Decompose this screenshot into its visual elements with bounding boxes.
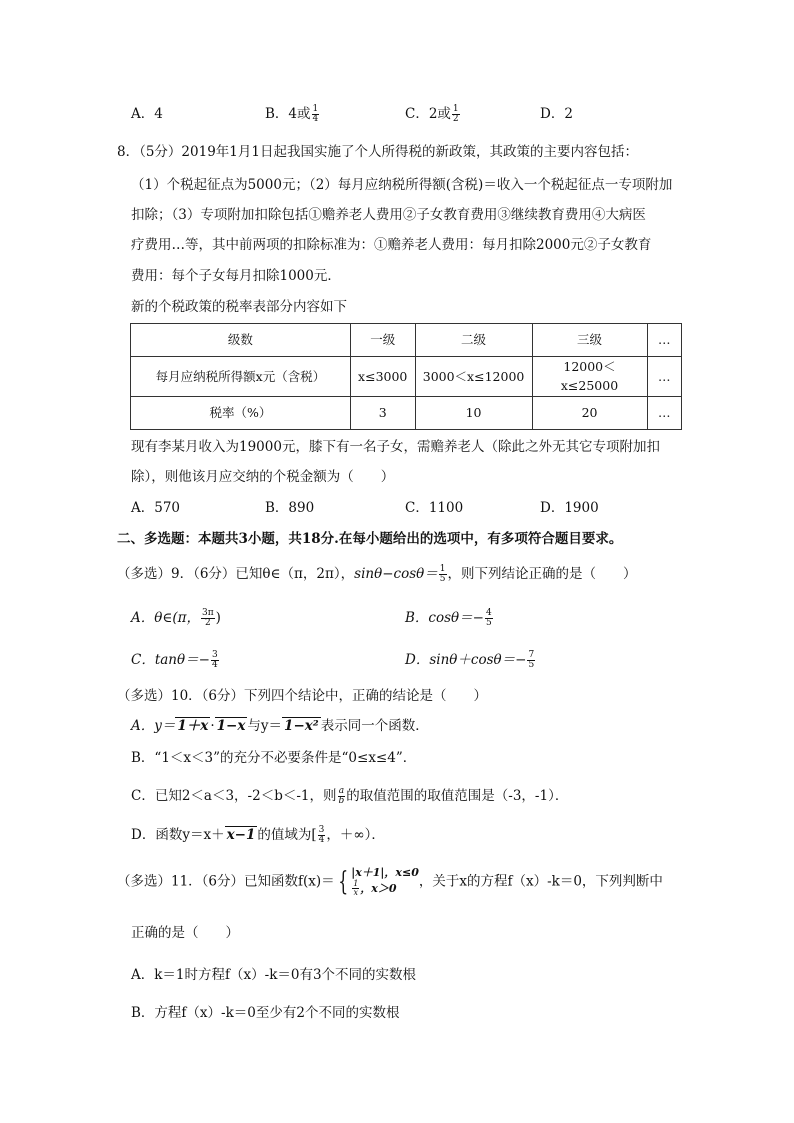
q10-stem: （多选）10．（6分）下列四个结论中，正确的结论是（ ） [117,688,488,704]
q11-option-a: A．k＝1时方程f（x）-k＝0有3个不同的实数根 [131,967,417,983]
q10-option-a: A．y＝ 1＋x · 1−x 与y＝ 1−x² 表示同一个函数． [131,718,429,734]
q8-stem: 8．（5分）2019年1月1日起我国实施了个人所得税的新政策，其政策的主要内容包括： [117,144,638,160]
q9-option-c: C．tanθ＝− $\frac{3}{4}$ [131,649,218,670]
table-cell: 三级 [532,324,647,357]
q8-body-line: 疗费用…等，其中前两项的扣除标准为：①赡养老人费用：每月扣除2000元②子女教育 [131,237,652,253]
table-cell: 3 [350,396,415,429]
q11-option-b: B．方程f（x）-k＝0至少有2个不同的实数根 [131,1005,400,1021]
fraction: $\frac{7}{5}$ [528,649,535,670]
q10-option-c: C．已知2＜a＜3，-2＜b＜-1，则 $\frac{a}{b}$ 的取值范围的取值范围是（-3，-1）． [131,785,569,806]
q9-stem: （多选）9．（6分）已知θ∈（π，2π），sinθ−cosθ＝ $\frac{1}{5}$ ，则下列结论正确的是（ ） [117,563,637,584]
q9-option-d: D．sinθ＋cosθ＝− $\frac{7}{5}$ [405,649,535,670]
q8-body-line: （1）个税起征点为5000元；（2）每月应纳税所得额(含税)＝收入一个税起征点一专项附加 [131,177,673,193]
table-row [131,324,682,357]
q10-option-d: D．函数y＝x＋ x−1 的值域为[ $\frac{3}{4}$ ，＋∞）． [131,824,385,845]
q8-body-line: 费用：每个子女每月扣除1000元． [131,268,341,284]
table-cell: 税率（%） [131,396,351,429]
fraction: $\frac{3\pi}{2}$ [202,607,214,628]
table-row [131,396,682,429]
section-title: 二、多选题：本题共3小题，共18分.在每小题给出的选项中，有多项符合题目要求。 [117,531,623,547]
q10-option-b: B．“1＜x＜3”的充分不必要条件是“0≤x≤4”． [131,750,417,766]
q11-stem-line2: 正确的是（ ） [131,925,239,941]
fraction: $\frac{1}{2}$ [452,103,459,124]
table-cell: 20 [532,396,647,429]
tax-rate-table [130,323,682,430]
table-cell: 12000＜x≤25000 [532,357,647,397]
table-cell: 二级 [415,324,532,357]
fraction: $\frac{1}{5}$ [439,563,446,584]
q7-option-c: C．2或 $\frac{1}{2}$ [405,103,459,124]
q11-stem: （多选）11．（6分）已知函数f(x)＝ { |x＋1|，x≤0 $\frac{1}{x}$ ，x＞0 ，关于x的方程f（x）-k＝0，下列判断中 [117,866,663,898]
q8-option-a: A．570 [131,500,181,516]
q8-after-line: 除），则他该月应交纳的个税金额为（ ） [131,469,395,485]
table-cell: … [647,324,681,357]
q8-body-line: 扣除；（3）专项附加扣除包括①赡养老人费用②子女教育费用③继续教育费用④大病医 [131,207,646,223]
table-cell: 每月应纳税所得额x元（含税） [131,357,351,397]
q8-option-b: B．890 [265,500,315,516]
q8-table-intro: 新的个税政策的税率表部分内容如下 [131,299,347,315]
table-cell: 一级 [350,324,415,357]
table-cell: 级数 [131,324,351,357]
q9-option-a: A．θ∈(π， $\frac{3\pi}{2}$ ) [131,607,221,628]
table-row [131,357,682,397]
fraction: $\frac{1}{x}$ [353,878,359,898]
q7-option-b: B．4或 $\frac{1}{4}$ [265,103,319,124]
q7-option-d: D．2 [540,106,573,122]
fraction: $\frac{a}{b}$ [338,785,345,806]
table-cell: x≤3000 [350,357,415,397]
q9-option-b: B．cosθ＝− $\frac{4}{5}$ [405,607,492,628]
fraction: $\frac{4}{5}$ [485,607,492,628]
q8-option-c: C．1100 [405,500,464,516]
table-cell: … [647,357,681,397]
fraction: $\frac{1}{4}$ [312,103,319,124]
table-cell: 10 [415,396,532,429]
q8-after-line: 现有李某月收入为19000元，膝下有一名子女，需赡养老人（除此之外无其它专项附加扣 [131,439,660,455]
fraction: $\frac{3}{4}$ [318,824,325,845]
piecewise-brace: { [337,866,348,897]
table-cell: 3000＜x≤12000 [415,357,532,397]
piecewise-cases: |x＋1|，x≤0 $\frac{1}{x}$ ，x＞0 [351,866,419,898]
q8-option-d: D．1900 [540,500,599,516]
table-cell: … [647,396,681,429]
fraction: $\frac{3}{4}$ [211,649,218,670]
q7-option-a: A．4 [131,106,163,122]
